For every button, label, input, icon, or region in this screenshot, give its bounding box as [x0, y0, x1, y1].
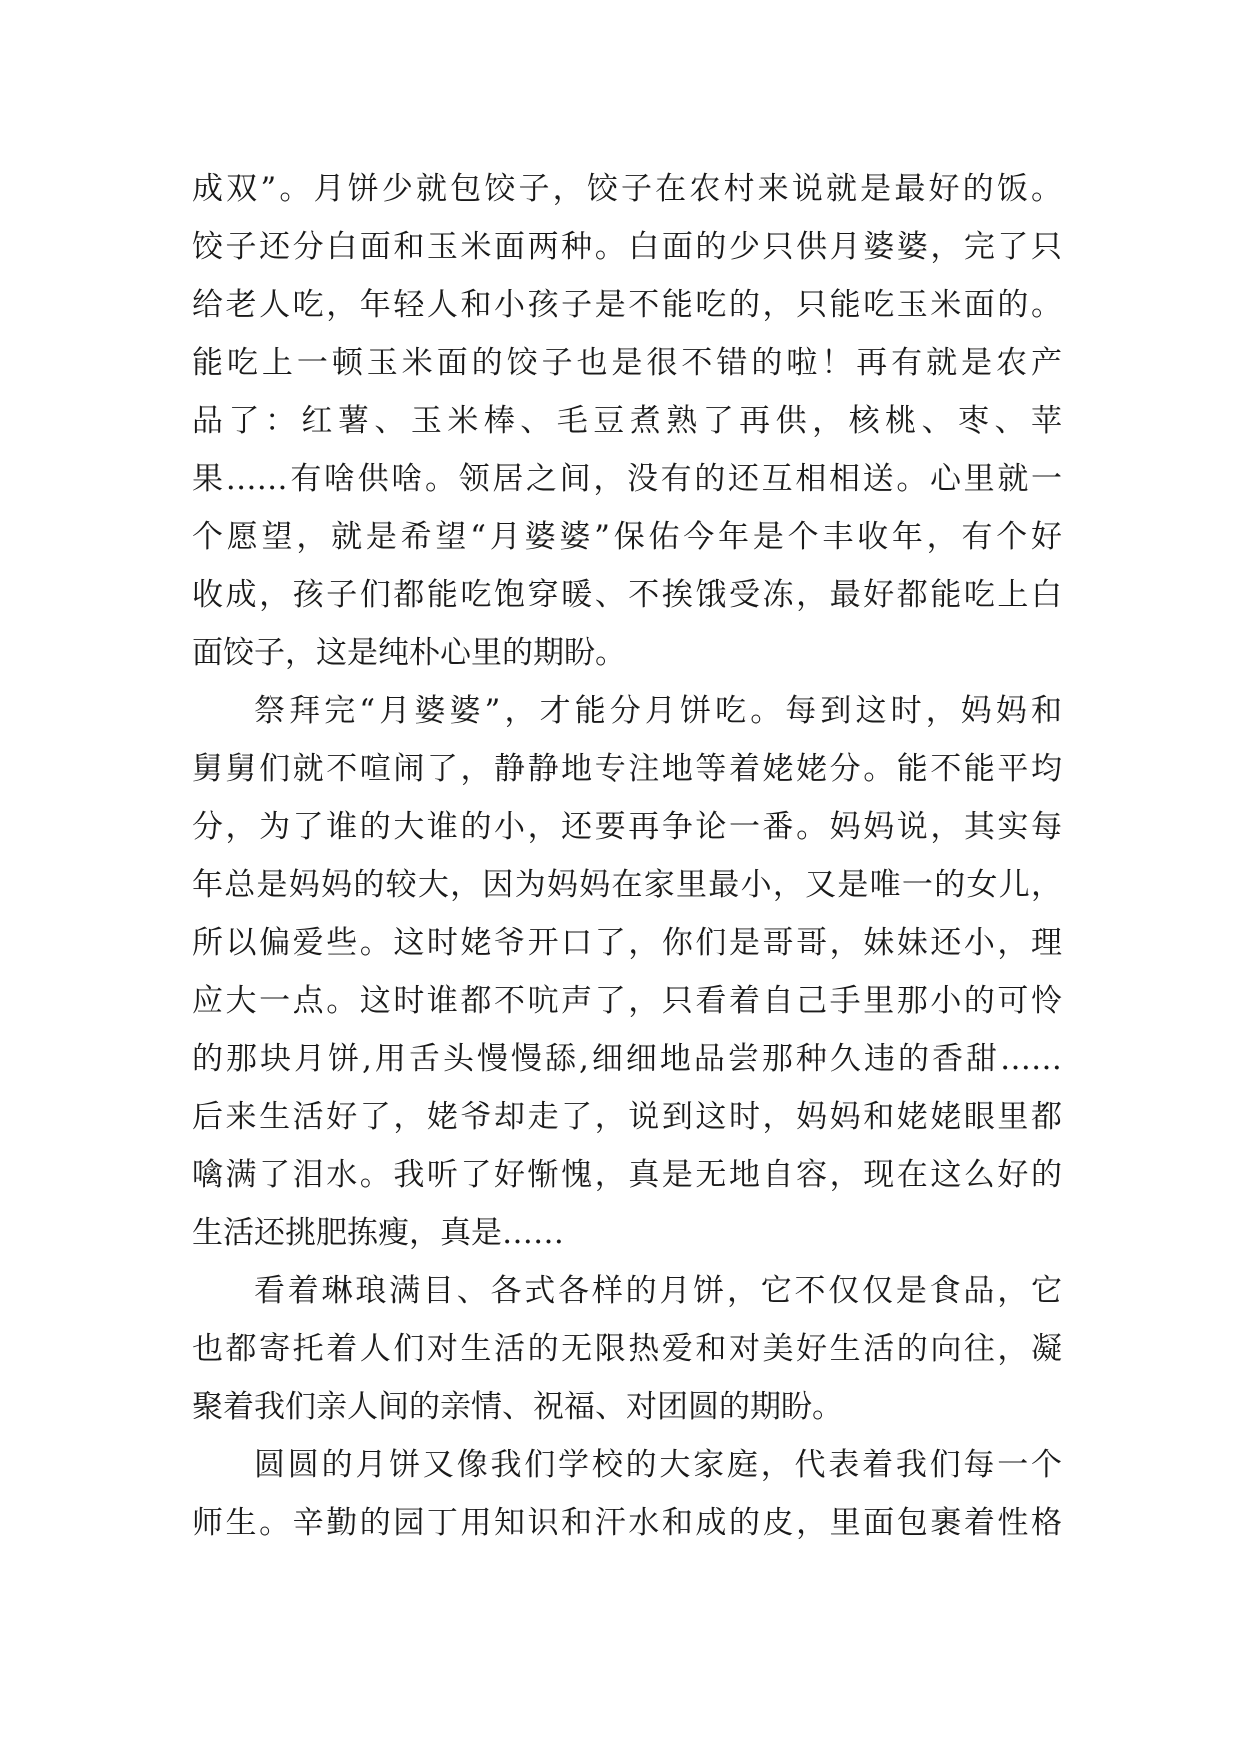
body-text [192, 160, 1062, 1552]
paragraph-4-line-2: 师生。辛勤的园丁用知识和汗水和成的皮，里面包裹着性格 [192, 1505, 1062, 1541]
paragraph-3-line-3: 聚着我们亲人间的亲情、祝福、对团圆的期盼。 [192, 1389, 843, 1425]
paragraph-1-line-4: 能吃上一顿玉米面的饺子也是很不错的啦！再有就是农产 [192, 345, 1062, 381]
paragraph-2-line-4: 年总是妈妈的较大，因为妈妈在家里最小，又是唯一的女儿， [192, 867, 1062, 903]
paragraph-1-line-2: 饺子还分白面和玉米面两种。白面的少只供月婆婆，完了只 [192, 229, 1062, 265]
paragraph-1-line-7: 个愿望，就是希望“月婆婆”保佑今年是个丰收年，有个好 [192, 519, 1062, 555]
paragraph-1-line-5: 品了：红薯、玉米棒、毛豆煮熟了再供，核桃、枣、苹 [192, 403, 1062, 439]
paragraph-2-line-10: 生活还挑肥拣瘦，真是…… [192, 1215, 564, 1251]
paragraph-1-line-8: 收成，孩子们都能吃饱穿暖、不挨饿受冻，最好都能吃上白 [192, 577, 1062, 613]
paragraph-2-line-6: 应大一点。这时谁都不吭声了，只看着自己手里那小的可怜 [192, 983, 1062, 1019]
paragraph-1-line-1: 成双”。月饼少就包饺子，饺子在农村来说就是最好的饭。 [192, 171, 1062, 207]
paragraph-1-line-6: 果……有啥供啥。领居之间，没有的还互相相送。心里就一 [192, 461, 1062, 497]
paragraph-1-line-9: 面饺子，这是纯朴心里的期盼。 [192, 635, 626, 671]
paragraph-3-line-1: 看着琳琅满目、各式各样的月饼，它不仅仅是食品，它 [254, 1273, 1062, 1309]
paragraph-2-line-2: 舅舅们就不喧闹了，静静地专注地等着姥姥分。能不能平均 [192, 751, 1062, 787]
paragraph-2-line-3: 分，为了谁的大谁的小，还要再争论一番。妈妈说，其实每 [192, 809, 1062, 845]
paragraph-2-line-9: 噙满了泪水。我听了好惭愧，真是无地自容，现在这么好的 [192, 1157, 1062, 1193]
paragraph-2-line-8: 后来生活好了，姥爷却走了，说到这时，妈妈和姥姥眼里都 [192, 1099, 1062, 1135]
paragraph-2-line-7: 的那块月饼,用舌头慢慢舔,细细地品尝那种久违的香甜…… [192, 1041, 1062, 1077]
paragraph-3-line-2: 也都寄托着人们对生活的无限热爱和对美好生活的向往，凝 [192, 1331, 1062, 1367]
paragraph-1-line-3: 给老人吃，年轻人和小孩子是不能吃的，只能吃玉米面的。 [192, 287, 1062, 323]
paragraph-2-line-1: 祭拜完“月婆婆”，才能分月饼吃。每到这时，妈妈和 [254, 693, 1062, 729]
paragraph-2-line-5: 所以偏爱些。这时姥爷开口了，你们是哥哥，妹妹还小，理 [192, 925, 1062, 961]
paragraph-4-line-1: 圆圆的月饼又像我们学校的大家庭，代表着我们每一个 [254, 1447, 1062, 1483]
